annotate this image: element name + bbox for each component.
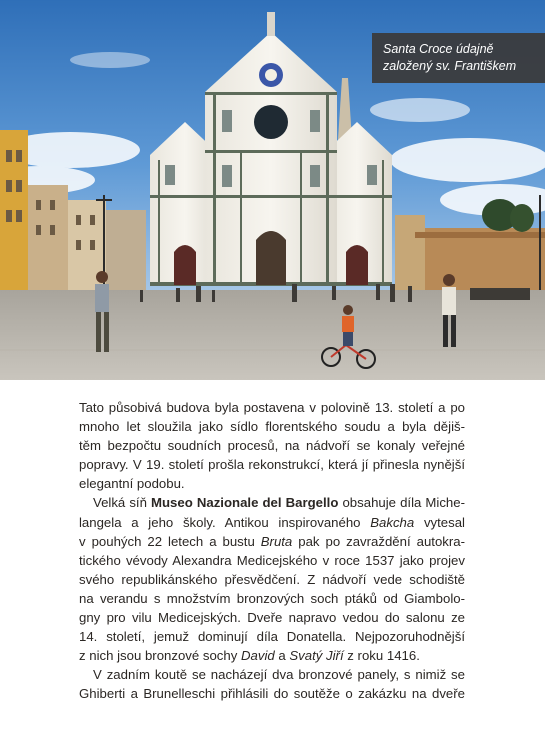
paragraph-3 — [79, 665, 465, 703]
text-run: a — [274, 648, 290, 664]
paragraph-2 — [79, 493, 465, 665]
text-line: V zadním koutě se nacházejí dva bronzové panely, s nimiž se — [93, 667, 465, 683]
text-line — [79, 646, 465, 665]
text-line — [79, 532, 465, 551]
text-line: Ghiberti a Brunelleschi přihlásili do soutěže o zakázku na dveře — [79, 686, 465, 702]
body-text — [79, 398, 465, 704]
text-line: Tato působivá budova byla postavena v polovině 13. století a po — [79, 400, 465, 415]
text-line: elegantní podobu. — [79, 476, 185, 492]
text-line — [79, 513, 465, 532]
text-line: tického vévody Alexandra Medicejského v roce 1537 jako projev — [79, 552, 465, 568]
text-run: vytesal — [414, 514, 465, 530]
museum-name: Museo Nazionale del Bargello — [151, 495, 339, 511]
text-line: 14. století, jemuž dominují díla Donatella. Nejpozoruhodnější — [79, 629, 465, 645]
text-run: v pouhých 22 letech a bustu — [79, 533, 261, 549]
paragraph-1 — [79, 398, 465, 493]
artwork-title: Bakcha — [370, 514, 415, 530]
text-line — [79, 493, 465, 512]
text-run: z roku 1416. — [343, 648, 420, 664]
text-run: langela a jeho školy. Antikou inspirovaného — [79, 514, 371, 530]
text-line: gny pro vilu Medicejských. Dveře napravo vedou do salonu ze — [79, 610, 465, 626]
text-line: na verandu s množstvím bronzových soch ptáků od Giambolo- — [79, 590, 465, 606]
photo-caption — [372, 33, 545, 83]
text-line: mnoho let sloužila jako sídlo florentského soudu a byla dějiš- — [79, 419, 465, 435]
text-line: těm bezpočtu soudních procesů, na nádvoří se konaly veřejné — [79, 438, 465, 454]
text-line: popravy. V 19. století prošla rekonstrukcí, která jí přinesla nynější — [79, 457, 465, 473]
artwork-title: Svatý Jiří — [289, 648, 344, 664]
text-line: svého republikánského přesvědčení. Z nádvoří vede schodiště — [79, 571, 465, 587]
text-run: Velká síň — [93, 495, 152, 511]
caption-line-1: Santa Croce údajně — [383, 42, 494, 56]
artwork-title: Bruta — [260, 533, 293, 549]
text-run: z nich jsou bronzové sochy — [79, 648, 241, 664]
caption-line-2: založený sv. Františkem — [383, 59, 517, 73]
text-run: pak po zavraždění autokra- — [292, 533, 465, 549]
artwork-title: David — [241, 648, 275, 664]
text-run: obsahuje díla Miche- — [338, 495, 465, 511]
